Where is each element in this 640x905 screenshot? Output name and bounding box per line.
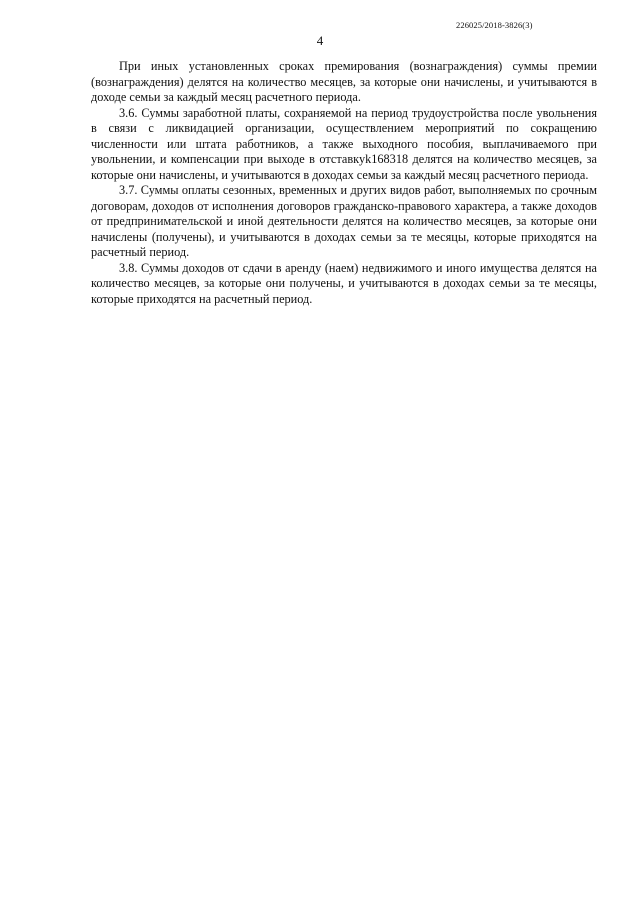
document-body xyxy=(91,59,597,307)
paragraph-bonus-periods: При иных установленных сроках премирования (вознаграждения) суммы премии (вознаграждения) делятся на количество месяцев, за которые они начислены, и учитываются в доходе семьи за каждый месяц расчетного периода. xyxy=(91,59,597,104)
paragraph-3-8: 3.8. Суммы доходов от сдачи в аренду (наем) недвижимого и иного имущества делятся на количество месяцев, за которые они получены, и учитываются в доходах семьи за те месяцы, которые приходятся на расчетный период. xyxy=(91,260,597,306)
paragraph-3-6: 3.6. Суммы заработной платы, сохраняемой на период трудоустройства после увольнения в связи с ликвидацией организации, осуществлением мероприятий по сокращению численности или штата работников, а также выходного пособия, выплачиваемого при увольнении, и компенсации при выходе в отставкуk168318 делятся на количество месяцев, за которые они начислены, и учитываются в доходах семьи за каждый месяц расчетного периода. xyxy=(91,105,597,182)
paragraph-3-7: 3.7. Суммы оплаты сезонных, временных и других видов работ, выполняемых по срочным договорам, доходов от исполнения договоров гражданско-правового характера, а также доходов от предпринимательской и иной деятельности делятся на количество месяцев, за которые они начислены (получены), и учитываются в доходах семьи за те месяцы, которые приходятся на расчетный период. xyxy=(91,183,597,259)
page-number: 4 xyxy=(316,33,324,48)
document-id: 226025/2018-3826(3) xyxy=(456,20,533,30)
